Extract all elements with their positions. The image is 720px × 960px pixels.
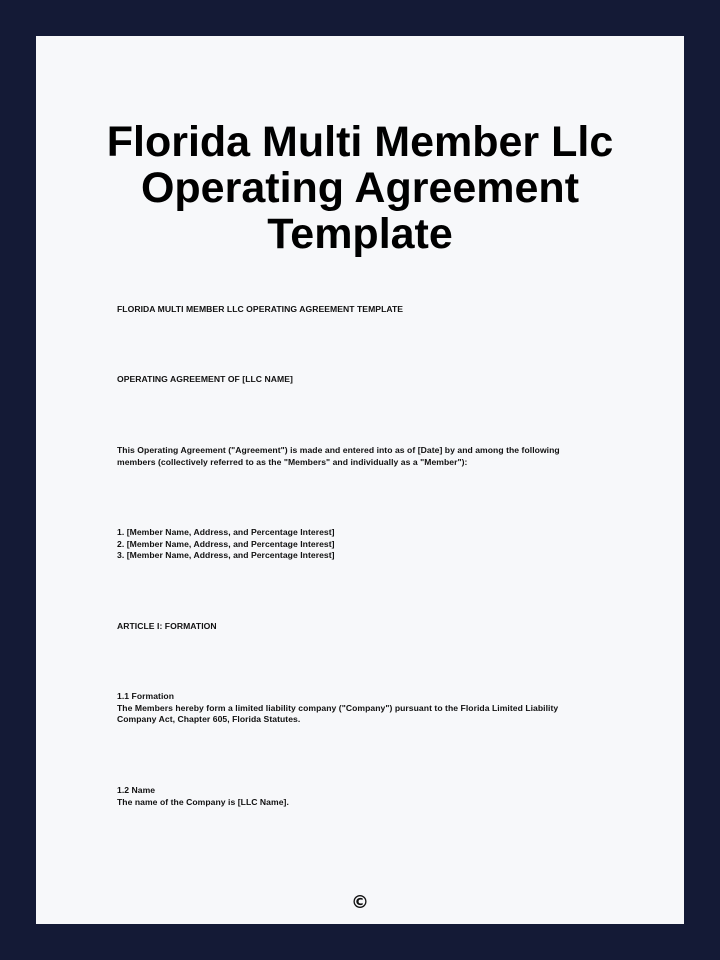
- title-line: Operating Agreement: [140, 164, 580, 212]
- section-1-2: [117, 785, 617, 808]
- heading-text: FLORIDA MULTI MEMBER LLC OPERATING AGREEMENT TEMPLATE: [117, 304, 404, 314]
- section-1-1-heading: 1.1 Formation: [117, 691, 174, 701]
- section-1-1-line: Company Act, Chapter 605, Florida Statutes.: [117, 714, 301, 724]
- agreement-of-heading: [117, 374, 617, 386]
- document-title: [36, 119, 684, 257]
- section-1-2-line: The name of the Company is [LLC Name].: [117, 796, 289, 807]
- intro-line: members (collectively referred to as the "Members" and individually as a "Member"):: [117, 456, 468, 467]
- document-heading: [117, 304, 617, 316]
- article-1-text: ARTICLE I: FORMATION: [117, 621, 217, 631]
- article-1-heading: [117, 621, 617, 633]
- title-line: Florida Multi Member Llc: [106, 118, 614, 166]
- members-list: [117, 527, 617, 562]
- intro-paragraph: [117, 445, 617, 468]
- member-item: 3. [Member Name, Address, and Percentage Interest]: [117, 550, 335, 560]
- document-page: [36, 36, 684, 924]
- member-item: 1. [Member Name, Address, and Percentage Interest]: [117, 527, 335, 537]
- agreement-of-text: OPERATING AGREEMENT OF [LLC NAME]: [117, 374, 293, 384]
- member-item: 2. [Member Name, Address, and Percentage Interest]: [117, 538, 335, 549]
- section-1-2-heading: 1.2 Name: [117, 785, 156, 795]
- intro-line: This Operating Agreement ("Agreement") is made and entered into as of [Date] by and among the following: [117, 445, 560, 455]
- title-line: Template: [267, 210, 453, 258]
- copyright-icon: ©: [351, 892, 369, 913]
- section-1-1-line: The Members hereby form a limited liability company ("Company") pursuant to the Florida Limited Liability: [117, 702, 559, 713]
- section-1-1: [117, 691, 617, 726]
